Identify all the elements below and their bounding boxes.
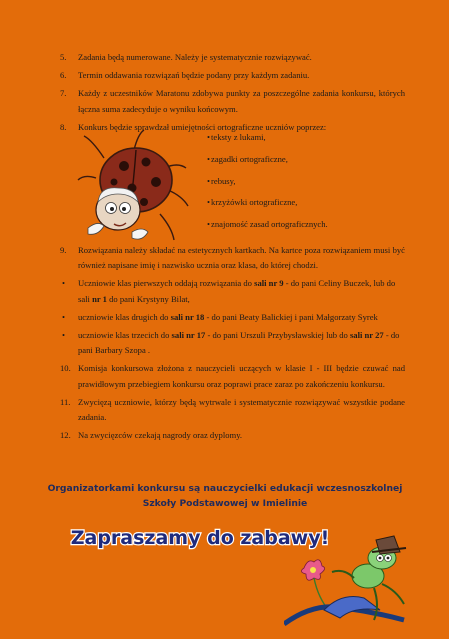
rule-item-9	[60, 243, 405, 273]
bullet-text: - do pani Barbary Szopa .	[78, 330, 400, 356]
rule-item-12	[60, 428, 405, 443]
rule-text: Każdy z uczestników Maratonu zdobywa punkty za poszczególne zadania konkursu, których łączna suma zadecyduje o wyniku końcowym.	[78, 88, 405, 114]
room-number: nr 1	[92, 293, 107, 304]
rule-text: Zwycięzą uczniowie, którzy będą wytrwale i systematycznie rozwiązywać wszystkie podane zadania.	[78, 396, 405, 423]
rule-text: Konkurs będzie sprawdzał umiejętności ortograficzne uczniów poprzez:	[78, 121, 327, 132]
rule-number: 8.	[60, 121, 67, 132]
bullet-dot: •	[62, 330, 66, 341]
list-item: • krzyżówki ortograficzne,	[207, 196, 328, 208]
invitation-text: Zapraszamy do zabawy!	[70, 527, 330, 549]
rule-number: 12.	[60, 430, 71, 441]
room-number: sali nr 18	[170, 311, 205, 322]
organizers-line: Szkoły Podstawowej w Imielinie	[142, 498, 308, 509]
ladybug-icon	[74, 128, 192, 246]
bullet-text: do pani Krystyny Bilat,	[106, 293, 190, 304]
organizers-note	[40, 481, 410, 511]
rule-text: Zadania będą numerowane. Należy je systematycznie rozwiązywać.	[78, 52, 312, 62]
rule-item-11	[60, 395, 405, 425]
rule-item-7	[60, 86, 405, 116]
ortho-skills-list	[207, 131, 328, 240]
rule-item-10	[60, 361, 405, 391]
rule-number: 6.	[60, 70, 67, 81]
organizers-line: Organizatorkami konkursu są nauczycielki edukacji wczesnoszkolnej	[47, 483, 403, 494]
bullet-dot: •	[62, 311, 66, 322]
rule-number: 10.	[60, 363, 71, 374]
bullet-text: - do pani Celiny Buczek, lub do sali	[78, 278, 396, 304]
rule-text: Termin oddawania rozwiązań będzie podany przy każdym zadaniu.	[78, 70, 310, 81]
rule-item-6	[60, 68, 405, 83]
bullet-text: uczniowie klas trzecich do	[78, 330, 172, 341]
bullet-text: uczniowie klas drugich do	[78, 311, 171, 322]
room-number: sali nr 27	[349, 330, 384, 341]
submission-bullet-3	[60, 328, 405, 358]
rule-number: 7.	[60, 88, 67, 99]
rules-list-top	[60, 50, 405, 138]
rule-text: Rozwiązania należy składać na estetycznych kartkach. Na kartce poza rozwiązaniem musi być również napisane imię i nazwisko ucznia oraz klasa, do której chodzi.	[78, 245, 405, 271]
rule-number: 9.	[60, 245, 67, 255]
submission-bullet-1	[60, 276, 405, 306]
list-item: • zagadki ortograficzne,	[207, 153, 328, 165]
submission-bullet-2	[60, 310, 405, 325]
room-number: sali nr 17	[171, 330, 206, 341]
bullet-text: - do pani Beaty Balickiej i pani Małgorzaty Syrek	[204, 311, 378, 322]
rule-item-5	[60, 50, 405, 65]
rule-text: Na zwycięzców czekają nagrody oraz dyplomy.	[78, 430, 243, 441]
rule-number: 11.	[60, 396, 71, 407]
list-item: • rebusy,	[207, 175, 328, 187]
bullet-dot: •	[62, 278, 66, 289]
bullet-text: Uczniowie klas pierwszych oddają rozwiązania do	[78, 278, 255, 289]
rule-number: 5.	[60, 52, 67, 62]
room-number: sali nr 9	[254, 278, 284, 289]
list-item: • teksty z lukami,	[207, 131, 328, 143]
rules-list-bottom	[60, 243, 405, 446]
list-item: • znajomość zasad ortograficznych.	[207, 218, 328, 230]
bullet-text: - do pani Urszuli Przybysławskiej lub do	[205, 330, 350, 341]
rule-text: Komisja konkursowa złożona z nauczycieli uczących w klasie I - III będzie czuwać nad prawidłowym przebiegiem konkursu oraz poprawi prace zaraz po zakończeniu konkursu.	[78, 363, 405, 389]
cricket-icon	[284, 528, 414, 628]
